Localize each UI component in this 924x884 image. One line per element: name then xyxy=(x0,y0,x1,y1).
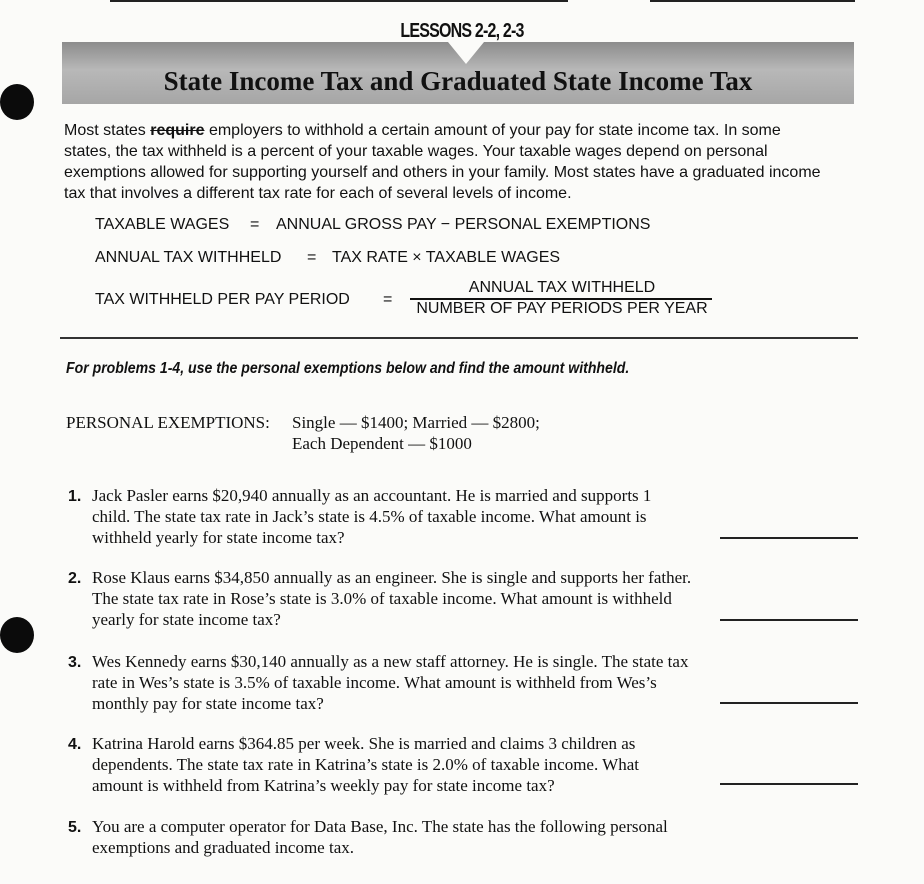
problem-text: Jack Pasler earns $20,940 annually as an accountant. He is married and supports 1 child. The state tax rate in Jack’s state is 4.5% of taxable income. What amount is withheld yearly for state income tax? xyxy=(92,486,652,547)
fraction-numerator: ANNUAL TAX WITHHELD xyxy=(468,279,656,296)
intro-paragraph: Most states require employers to withhold a certain amount of your pay for state income tax. In some states, the tax withheld is a percent of your taxable wages. Your taxable wages depend on personal exemptions allowed for supporting yourself and others in your family. Most states have a graduated income tax that involves a different tax rate for each of several levels of income. xyxy=(64,122,821,202)
formula-taxable-wages-label: TAXABLE WAGES xyxy=(95,216,230,233)
date-line xyxy=(650,0,855,2)
problem-3 xyxy=(68,651,708,714)
problem-text: Rose Klaus earns $34,850 annually as an engineer. She is single and supports her father. The state tax rate in Rose’s state is 3.0% of taxable income. What amount is withheld yearly for state income tax? xyxy=(92,568,692,629)
problem-text: You are a computer operator for Data Base, Inc. The state has the following personal exemptions and graduated income tax. xyxy=(92,817,668,857)
lessons-label: LESSONS 2-2, 2-3 xyxy=(400,20,524,42)
answer-line-1[interactable] xyxy=(720,537,858,539)
title-banner xyxy=(62,42,854,104)
section-divider xyxy=(60,337,858,339)
exemptions-line-1: Single — $1400; Married — $2800; xyxy=(292,413,540,432)
problem-number: 4. xyxy=(68,736,82,753)
problem-4 xyxy=(68,733,708,796)
answer-line-3[interactable] xyxy=(720,702,858,704)
exemptions-label: PERSONAL EXEMPTIONS: xyxy=(66,413,270,432)
formula-2-equals: = xyxy=(307,249,317,266)
fraction-denominator: NUMBER OF PAY PERIODS PER YEAR xyxy=(416,300,708,317)
page-title: State Income Tax and Graduated State Income Tax xyxy=(163,66,753,96)
instructions: For problems 1-4, use the personal exemptions below and find the amount withheld. xyxy=(66,360,630,377)
punch-hole-top xyxy=(0,84,34,120)
problem-1 xyxy=(68,485,708,548)
formula-1-equals: = xyxy=(250,216,260,233)
struck-text: require xyxy=(150,122,205,139)
problem-number: 5. xyxy=(68,819,82,836)
formula-annual-tax-label: ANNUAL TAX WITHHELD xyxy=(95,249,282,266)
formula-1-expression: ANNUAL GROSS PAY − PERSONAL EXEMPTIONS xyxy=(276,216,651,233)
banner-notch xyxy=(448,42,484,64)
formula-2-expression: TAX RATE × TAXABLE WAGES xyxy=(332,249,561,266)
answer-line-4[interactable] xyxy=(720,783,858,785)
problem-number: 2. xyxy=(68,570,82,587)
problem-5 xyxy=(68,816,708,858)
formula-per-period-label: TAX WITHHELD PER PAY PERIOD xyxy=(95,291,350,308)
answer-line-2[interactable] xyxy=(720,619,858,621)
problem-text: Katrina Harold earns $364.85 per week. She is married and claims 3 children as dependents. The state tax rate in Katrina’s state is 2.0% of taxable income. What amount is withheld from Katrina’s weekly pay for state income tax? xyxy=(92,734,639,795)
exemptions-line-2: Each Dependent — $1000 xyxy=(292,434,472,453)
problem-text: Wes Kennedy earns $30,140 annually as a new staff attorney. He is single. The state tax rate in Wes’s state is 3.5% of taxable income. What amount is withheld from Wes’s monthly pay for state income tax? xyxy=(92,652,689,713)
punch-hole-middle xyxy=(0,617,34,653)
problem-number: 3. xyxy=(68,654,82,671)
problem-number: 1. xyxy=(68,488,82,505)
name-line xyxy=(110,0,568,2)
problem-2 xyxy=(68,567,708,630)
formula-3-equals: = xyxy=(383,291,393,308)
